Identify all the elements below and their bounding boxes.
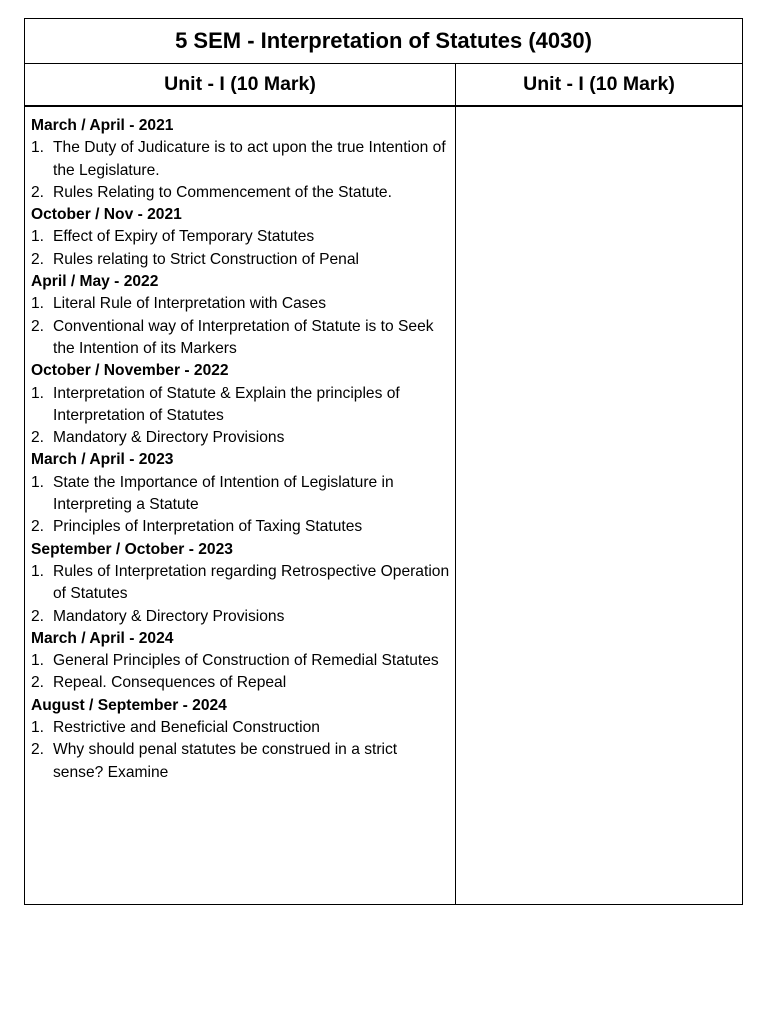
question-text: Literal Rule of Interpretation with Cases [53, 295, 327, 313]
question-number: 2. [31, 250, 45, 268]
question-text: Restrictive and Beneficial Construction [53, 719, 320, 737]
question-number: 2. [31, 183, 45, 201]
question-item [31, 472, 451, 517]
question-text: Effect of Expiry of Temporary Statutes [53, 228, 315, 246]
question-text: Interpretation of Statute & Explain the principles of Interpretation of Statutes [53, 384, 400, 424]
question-number: 2. [31, 741, 45, 759]
question-number: 1. [31, 228, 45, 246]
table-body [25, 107, 742, 904]
question-number: 2. [31, 429, 45, 447]
question-item [31, 316, 451, 361]
exam-session [31, 271, 451, 360]
question-item [31, 650, 451, 672]
question-item [31, 561, 451, 606]
question-number: 1. [31, 295, 45, 313]
session-heading: March / April - 2024 [31, 629, 174, 647]
question-number: 2. [31, 317, 45, 335]
question-item [31, 182, 451, 204]
session-heading: August / September - 2024 [31, 696, 227, 714]
question-number: 1. [31, 562, 45, 580]
question-item [31, 137, 451, 182]
question-text: Conventional way of Interpretation of Statute is to Seek the Intention of its Markers [53, 317, 434, 357]
question-item [31, 226, 451, 248]
question-text: Mandatory & Directory Provisions [53, 429, 285, 447]
question-number: 1. [31, 473, 45, 491]
question-table [24, 18, 743, 905]
exam-session [31, 695, 451, 784]
question-number: 1. [31, 384, 45, 402]
question-item [31, 249, 451, 271]
question-text: Rules relating to Strict Construction of Penal [53, 250, 359, 268]
question-number: 1. [31, 719, 45, 737]
exam-session [31, 115, 451, 204]
question-item [31, 739, 451, 784]
question-item [31, 516, 451, 538]
column-header-right: Unit - I (10 Mark) [523, 73, 675, 95]
question-number: 2. [31, 607, 45, 625]
session-heading: September / October - 2023 [31, 540, 233, 558]
question-item [31, 717, 451, 739]
question-text: The Duty of Judicature is to act upon the true Intention of the Legislature. [53, 139, 446, 179]
question-item [31, 606, 451, 628]
question-number: 2. [31, 674, 45, 692]
unit-one-question-list [25, 107, 456, 904]
unit-one-empty-column [456, 107, 742, 904]
exam-session [31, 449, 451, 538]
exam-session [31, 628, 451, 695]
session-heading: October / November - 2022 [31, 362, 229, 380]
exam-session [31, 539, 451, 628]
question-text: Mandatory & Directory Provisions [53, 607, 285, 625]
question-text: State the Importance of Intention of Legislature in Interpreting a Statute [53, 473, 394, 514]
question-text: General Principles of Construction of Remedial Statutes [53, 652, 439, 670]
page-title: 5 SEM - Interpretation of Statutes (4030) [25, 19, 742, 64]
question-item [31, 672, 451, 694]
question-text: Why should penal statutes be construed in a strict sense? Examine [53, 741, 398, 781]
session-heading: March / April - 2021 [31, 117, 174, 134]
question-item [31, 293, 451, 315]
question-text: Principles of Interpretation of Taxing Statutes [53, 518, 363, 536]
column-header-left: Unit - I (10 Mark) [25, 64, 456, 105]
question-number: 1. [31, 652, 45, 670]
question-text: Repeal. Consequences of Repeal [53, 674, 287, 692]
column-header-row [25, 64, 742, 107]
session-heading: March / April - 2023 [31, 451, 174, 469]
question-number: 2. [31, 518, 45, 536]
question-item [31, 383, 451, 428]
question-text: Rules of Interpretation regarding Retrospective Operation of Statutes [53, 562, 450, 603]
question-text: Rules Relating to Commencement of the Statute. [53, 183, 392, 201]
exam-session [31, 360, 451, 449]
question-item [31, 427, 451, 449]
session-heading: April / May - 2022 [31, 273, 159, 291]
exam-session [31, 204, 451, 271]
session-heading: October / Nov - 2021 [31, 206, 182, 224]
question-number: 1. [31, 139, 45, 157]
